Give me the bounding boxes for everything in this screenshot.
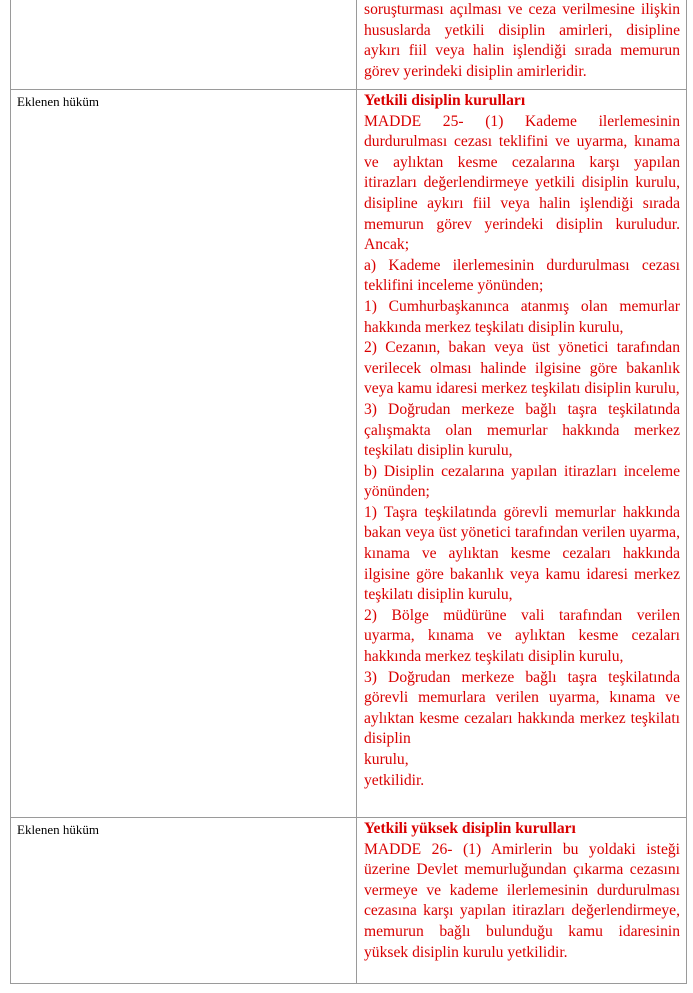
- article-heading: Yetkili disiplin kurulları: [364, 92, 526, 109]
- provision-paragraph: soruşturması açılması ve ceza verilmesine ilişkin hususlarda yetkili disiplin amirleri, disipline aykırı fiil veya halin işlendiği sırada memurun görev yerindeki disiplin amirleridir.: [364, 1, 680, 80]
- clause-a-3: 3) Doğrudan merkeze bağlı taşra teşkilatında çalışmakta olan memurlar hakkında merkez teşkilatı disiplin kurulu,: [364, 400, 680, 460]
- article-paragraph: MADDE 26- (1) Amirlerin bu yoldaki isteği üzerine Devlet memurluğundan çıkarma cezasını vermeye ve kademe ilerlemesinin durdurulması cezasına karşı yapılan itirazları değerlendirmeye, memurun bağlı bulunduğu kamu idaresinin yüksek disiplin kurulu yetkilidir.: [364, 840, 680, 961]
- change-type-cell: [11, 0, 357, 90]
- provision-text-cell: [357, 818, 687, 984]
- comparison-table: [10, 0, 687, 984]
- clause-a-1: 1) Cumhurbaşkanınca atanmış olan memurlar hakkında merkez teşkilatı disiplin kurulu,: [364, 297, 680, 336]
- table-row: [11, 818, 687, 984]
- clause-tail-line: kurulu,: [364, 751, 409, 768]
- table-row: [11, 90, 687, 818]
- clause-tail-line: yetkilidir.: [364, 771, 425, 789]
- table-row: [11, 0, 687, 90]
- article-paragraph: MADDE 25- (1) Kademe ilerlemesinin durdurulması cezası teklifini ve uyarma, kınama ve aylıktan kesme cezalarına karşı yapılan itirazları değerlendirmeye yetkili disiplin kurulu, disipline aykırı fiil veya halin işlendiği sırada memurun görev yerindeki disiplin kuruludur. Ancak;: [364, 112, 680, 254]
- change-type-cell: Eklenen hüküm: [11, 818, 357, 984]
- clause-a-2: 2) Cezanın, bakan veya üst yönetici tarafından verilecek olması halinde ilgisine göre bakanlık veya kamu idaresi merkez teşkilatı disiplin kurulu,: [364, 339, 680, 398]
- clause-b-1: 1) Taşra teşkilatında görevli memurlar hakkında bakan veya üst yönetici tarafından verilen uyarma, kınama ve aylıktan kesme cezaları hakkında ilgisine göre bakanlık veya kamu idaresi merkez teşkilatı disiplin kurulu,: [364, 503, 680, 604]
- clause-a: a) Kademe ilerlemesinin durdurulması cezası teklifini inceleme yönünden;: [364, 256, 680, 295]
- change-type-cell: Eklenen hüküm: [11, 90, 357, 818]
- clause-b-2: 2) Bölge müdürüne vali tarafından verilen uyarma, kınama ve aylıktan kesme cezaları hakkında merkez teşkilatı disiplin kurulu,: [364, 606, 680, 666]
- provision-text-cell: [357, 90, 687, 818]
- clause-b-3: 3) Doğrudan merkeze bağlı taşra teşkilatında görevli memurlara verilen uyarma, kınama ve aylıktan kesme cezaları hakkında merkez teşkilatı disiplin: [364, 668, 680, 748]
- clause-b: b) Disiplin cezalarına yapılan itirazları inceleme yönünden;: [364, 462, 680, 501]
- article-heading: Yetkili yüksek disiplin kurulları: [364, 820, 576, 837]
- provision-text-cell: [357, 0, 687, 90]
